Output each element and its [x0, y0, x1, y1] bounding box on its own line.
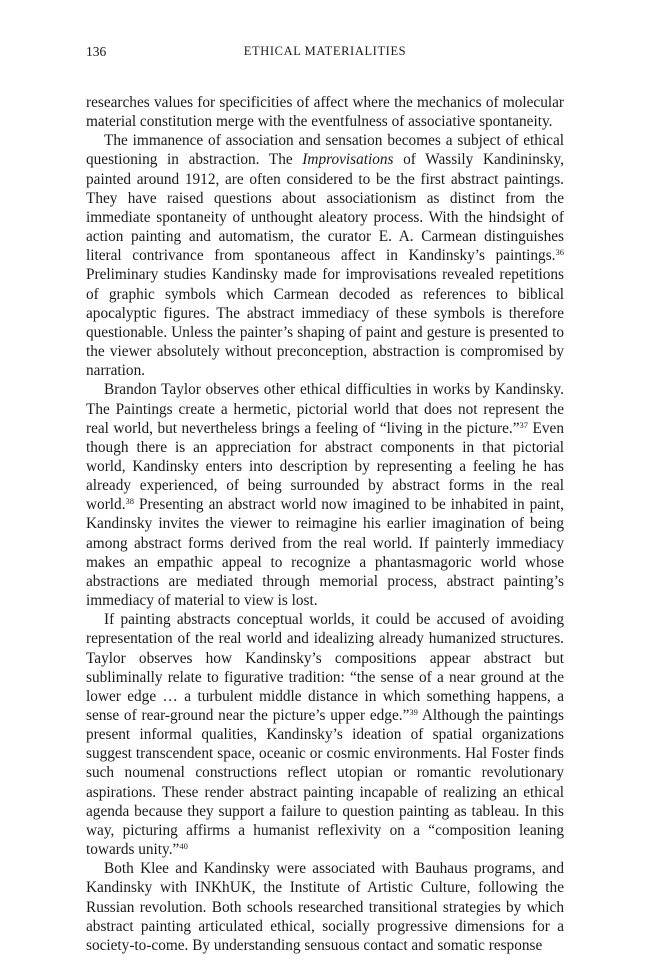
body-text: [86, 93, 564, 955]
paragraph-text: Even though there is an appreciation for abstract components in that pictorial world, Kandinsky enters into description by representing a feeling he has already experienced, of being surrounded by abstract forms in the real world.: [86, 419, 564, 514]
paragraph-text: of Wassily Kandininsky, painted around 1912, are often considered to be the first abstract paintings. They have raised questions about associationism as distinct from the immediate spontaneity of unthought aleatory process. With the hindsight of action painting and automatism, the curator E. A. Carmean distinguishes literal contrivance from spontaneous affect in Kandinsky’s paintings.: [86, 151, 564, 265]
paragraph-text: Although the paintings present informal qualities, Kandinsky’s ideation of spatial organizations suggest transcendent space, oceanic or cosmic environments. Hal Foster finds such noumenal constructions reflect utopian or romantic revolutionary aspirations. These render abstract painting incapable of realizing an ethical agenda because they support a failure to question painting as tableau. In this way, picturing affirms a humanist reflexivity on a “composition leaning towards unity.”: [86, 707, 564, 859]
paragraph-text: Preliminary studies Kandinsky made for improvisations revealed repetitions of graphic symbols which Carmean decoded as references to biblical apocalyptic figures. The abstract immediacy of these symbols is therefore questionable. Unless the painter’s shaping of paint and gesture is presented to the viewer absolutely without preconception, abstraction is compromised by narration.: [86, 266, 564, 380]
paragraph: [86, 93, 564, 131]
footnote-marker: 37: [519, 419, 529, 430]
page-number: 136: [86, 44, 107, 59]
paragraph-text: If painting abstracts conceptual worlds, it could be accused of avoiding representation of the real world and idealizing already humanized structures. Taylor observes how Kandinsky’s compositions appear abstract but subliminally relate to figurative tradition: “the sense of a near ground at the lower edge … a turbulent middle distance in which something happens, a sense of rear-ground near the picture’s upper edge.”: [86, 611, 564, 724]
paragraph-text: Both Klee and Kandinsky were associated with Bauhaus programs, and Kandinsky with INKhUK, the Institute of Artistic Culture, following the Russian revolution. Both schools researched transitional strategies by which abstract painting articulated ethical, socially progressive dimensions for a society-to-come. By understanding sensuous contact and somatic response: [86, 860, 564, 954]
running-head: [86, 44, 564, 64]
paragraph-text: Presenting an abstract world now imagined to be inhabited in paint, Kandinsky invites the viewer to reimagine his earlier imagination of being among abstract forms derived from the real world. If painterly immediacy makes an empathic appeal to recognize a phantasmagoric world whose abstractions are mediated through memorial process, abstract painting’s immediacy of material to view is lost.: [86, 496, 564, 610]
paragraph: [86, 859, 564, 955]
running-title: ETHICAL MATERIALITIES: [243, 44, 407, 58]
paragraph: [86, 131, 564, 380]
paragraph: [86, 610, 564, 859]
footnote-marker: 38: [125, 496, 135, 507]
footnote-marker: 36: [555, 247, 564, 258]
paragraph: [86, 380, 564, 610]
paragraph-text: Brandon Taylor observes other ethical difficulties in works by Kandinsky. The Paintings create a hermetic, pictorial world that does not represent the real world, but nevertheless brings a feeling of “living in the picture.”: [86, 381, 564, 437]
italic-title: Improvisations: [302, 151, 394, 169]
paragraph-text: The immanence of association and sensation becomes a subject of ethical questioning in abstraction. The: [86, 132, 564, 169]
footnote-marker: 40: [179, 841, 188, 852]
paragraph-text: researches values for specificities of affect where the mechanics of molecular material constitution merge with the eventfulness of associative spontaneity.: [86, 94, 564, 131]
footnote-marker: 39: [409, 707, 418, 717]
